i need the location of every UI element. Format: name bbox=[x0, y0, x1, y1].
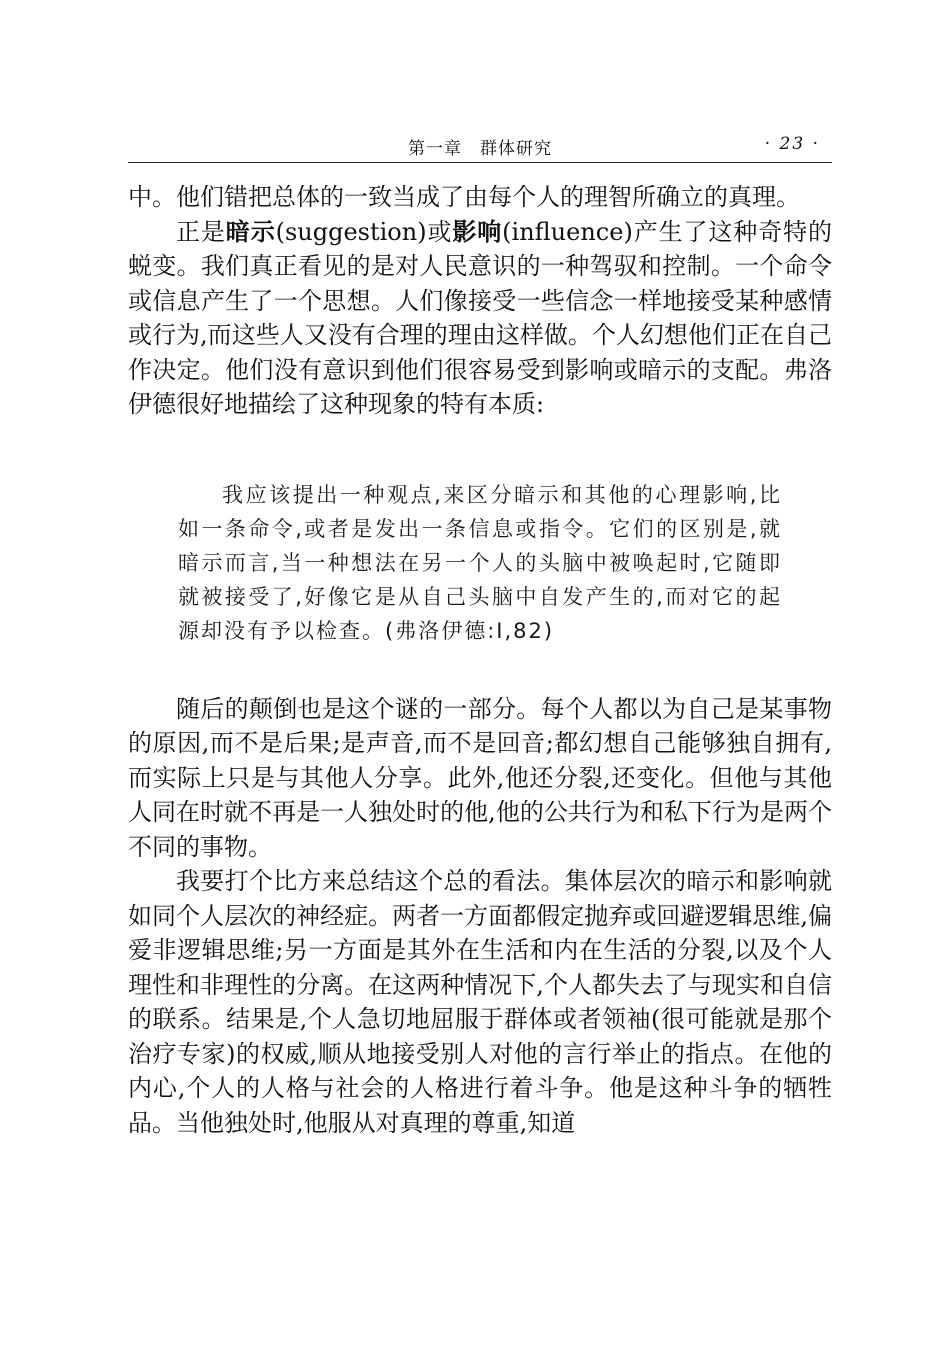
page-number: · 23 · bbox=[764, 134, 820, 154]
chapter-title: 第一章 群体研究 bbox=[408, 139, 552, 159]
paragraph-text-segment: (suggestion)或 bbox=[275, 217, 453, 246]
paragraph-suggestion bbox=[128, 215, 832, 422]
paragraph-text-segment: 正是 bbox=[176, 217, 226, 246]
paragraph-summary: 我要打个比方来总结这个总的看法。集体层次的暗示和影响就如同个人层次的神经症。两者一方面都假定抛弃或回避逻辑思维,偏爱非逻辑思维;另一方面是其外在生活和内在生活的分裂,以及个人理性和非理性的分离。在这两种情况下,个人都失去了与现实和自信的联系。结果是,个人急切地屈服于群体或者领袖(很可能就是那个治疗专家)的权威,顺从地接受别人对他的言行举止的指点。在他的内心,个人的人格与社会的人格进行着斗争。他是这种斗争的牺牲品。当他独处时,他服从对真理的尊重,知道 bbox=[128, 867, 832, 1137]
paragraph-text-segment: (influence)产生了这种奇特的蜕变。我们真正看见的是对人民意识的一种驾驭和控制。一个命令或信息产生了一个思想。人们像接受一些信念一样地接受某种感情或行为,而这些人又没有合理的理由这样做。个人幻想他们正在自己作决定。他们没有意识到他们很容易受到影响或暗示的支配。弗洛伊德很好地描绘了这种现象的特有本质: bbox=[128, 217, 832, 418]
term-influence: 影响 bbox=[452, 216, 503, 246]
body-text bbox=[128, 180, 832, 1140]
block-quote-freud: 我应该提出一种观点,来区分暗示和其他的心理影响,比如一条命令,或者是发出一条信息或指令。它们的区别是,就暗示而言,当一种想法在另一个人的头脑中被唤起时,它随即就被接受了,好像它是从自己头脑中自发产生的,而对它的起源却没有予以检查。(弗洛伊德:I,82) bbox=[178, 482, 782, 643]
running-header bbox=[128, 132, 832, 163]
term-suggestion: 暗示 bbox=[225, 216, 276, 246]
paragraph-continued: 中。他们错把总体的一致当成了由每个人的理智所确立的真理。 bbox=[128, 183, 800, 211]
paragraph-reversal: 随后的颠倒也是这个谜的一部分。每个人都以为自己是某事物的原因,而不是后果;是声音,而不是回音;都幻想自己能够独自拥有,而实际上只是与其他人分享。此外,他还分裂,还变化。但他与其他人同在时就不再是一人独处时的他,他的公共行为和私下行为是两个不同的事物。 bbox=[128, 694, 832, 861]
